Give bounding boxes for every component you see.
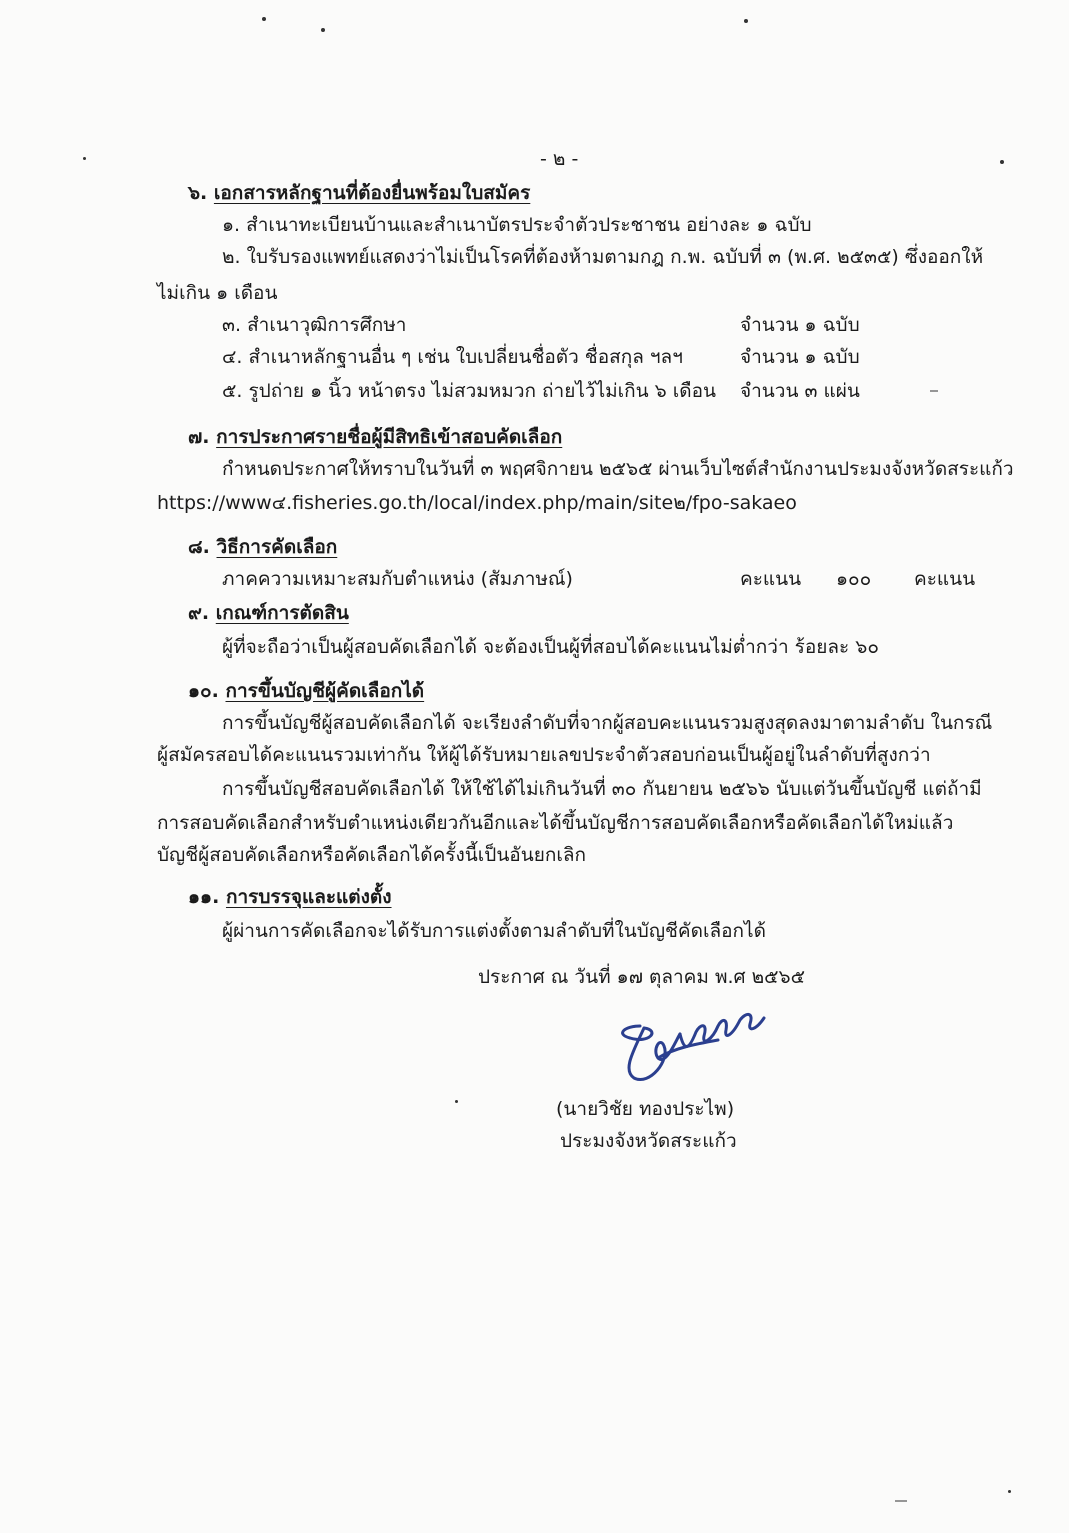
scan-speck (744, 19, 748, 23)
section-10-paragraph-2-line-3: บัญชีผู้สอบคัดเลือกหรือคัดเลือกได้ครั้งนี้เป็นอันยกเลิก (157, 844, 586, 866)
section-8-score-unit: คะแนน (914, 568, 976, 590)
page-number: - ๒ - (540, 148, 579, 170)
section-9-heading (188, 600, 349, 626)
signer-title: ประมงจังหวัดสระแก้ว (560, 1130, 737, 1152)
section-11-body: ผู้ผ่านการคัดเลือกจะได้รับการแต่งตั้งตามลำดับที่ในบัญชีคัดเลือกได้ (222, 920, 766, 942)
section-6-item-3-quantity: จำนวน ๑ ฉบับ (740, 314, 860, 336)
scan-speck (1008, 1490, 1011, 1493)
scan-speck (1000, 160, 1004, 164)
section-10-paragraph-2-line-1: การขึ้นบัญชีสอบคัดเลือกได้ ให้ใช้ได้ไม่เกินวันที่ ๓๐ กันยายน ๒๕๖๖ นับแต่วันขึ้นบัญชี แต่ถ้ามี (222, 778, 982, 800)
section-8-score-value: ๑๐๐ (836, 568, 872, 590)
section-8-item: ภาคความเหมาะสมกับตำแหน่ง (สัมภาษณ์) (222, 568, 573, 590)
section-7-heading (188, 424, 562, 450)
scan-speck (321, 28, 325, 32)
section-6-item-1: ๑. สำเนาทะเบียนบ้านและสำเนาบัตรประจำตัวประชาชน อย่างละ ๑ ฉบับ (222, 214, 812, 236)
section-8-score-label: คะแนน (740, 568, 802, 590)
section-6-item-4-quantity: จำนวน ๑ ฉบับ (740, 346, 860, 368)
scan-speck (895, 1500, 907, 1502)
section-10-title: การขึ้นบัญชีผู้คัดเลือกได้ (225, 680, 425, 702)
signer-name: (นายวิชัย ทองประไพ) (556, 1098, 735, 1120)
section-6-number: ๖. (188, 182, 208, 204)
signature (600, 1000, 780, 1090)
section-9-body: ผู้ที่จะถือว่าเป็นผู้สอบคัดเลือกได้ จะต้องเป็นผู้ที่สอบได้คะแนนไม่ต่ำกว่า ร้อยละ ๖๐ (222, 636, 879, 658)
scan-speck (455, 1100, 458, 1103)
section-7-body: กำหนดประกาศให้ทราบในวันที่ ๓ พฤศจิกายน ๒๕๖๕ ผ่านเว็บไซต์สำนักงานประมงจังหวัดสระแก้ว (222, 458, 1014, 480)
section-10-number: ๑๐. (188, 680, 219, 702)
section-10-heading (188, 678, 424, 704)
section-8-heading (188, 534, 337, 560)
section-8-title: วิธีการคัดเลือก (216, 536, 338, 558)
section-10-paragraph-2-line-2: การสอบคัดเลือกสำหรับตำแหน่งเดียวกันอีกและได้ขึ้นบัญชีการสอบคัดเลือกหรือคัดเลือกได้ใหม่แล้ว (157, 812, 954, 834)
section-11-number: ๑๑. (188, 886, 220, 908)
section-7-number: ๗. (188, 426, 210, 448)
section-10-paragraph-1-line-2: ผู้สมัครสอบได้คะแนนรวมเท่ากัน ให้ผู้ได้รับหมายเลขประจำตัวสอบก่อนเป็นผู้อยู่ในลำดับที่สูงกว่า (157, 744, 931, 766)
scan-speck (930, 390, 938, 392)
scan-speck (83, 157, 86, 160)
section-6-item-5-quantity: จำนวน ๓ แผ่น (740, 380, 860, 402)
section-6-item-4: ๔. สำเนาหลักฐานอื่น ๆ เช่น ใบเปลี่ยนชื่อตัว ชื่อสกุล ฯลฯ (222, 346, 683, 368)
section-7-website-url: https://www๔.fisheries.go.th/local/index.php/main/site๒/fpo-sakaeo (157, 492, 797, 514)
section-10-paragraph-1-line-1: การขึ้นบัญชีผู้สอบคัดเลือกได้ จะเรียงลำดับที่จากผู้สอบคะแนนรวมสูงสุดลงมาตามลำดับ ในกรณี (222, 712, 993, 734)
section-7-title: การประกาศรายชื่อผู้มีสิทธิเข้าสอบคัดเลือก (216, 426, 563, 448)
section-8-number: ๘. (188, 536, 210, 558)
section-6-title: เอกสารหลักฐานที่ต้องยื่นพร้อมใบสมัคร (213, 182, 531, 204)
section-6-item-3: ๓. สำเนาวุฒิการศึกษา (222, 314, 407, 336)
announcement-date: ประกาศ ณ วันที่ ๑๗ ตุลาคม พ.ศ ๒๕๖๕ (478, 966, 805, 988)
section-6-item-2-line-2: ไม่เกิน ๑ เดือน (157, 282, 278, 304)
section-9-number: ๙. (188, 602, 210, 624)
section-11-title: การบรรจุและแต่งตั้ง (225, 886, 392, 908)
section-11-heading (188, 884, 392, 910)
section-6-heading (188, 180, 530, 206)
section-6-item-2-line-1: ๒. ใบรับรองแพทย์แสดงว่าไม่เป็นโรคที่ต้องห้ามตามกฎ ก.พ. ฉบับที่ ๓ (พ.ศ. ๒๕๓๕) ซึ่งออกให้ (222, 246, 984, 268)
section-9-title: เกณฑ์การตัดสิน (215, 602, 349, 624)
scan-speck (262, 17, 266, 21)
section-6-item-5: ๕. รูปถ่าย ๑ นิ้ว หน้าตรง ไม่สวมหมวก ถ่ายไว้ไม่เกิน ๖ เดือน (222, 380, 717, 402)
